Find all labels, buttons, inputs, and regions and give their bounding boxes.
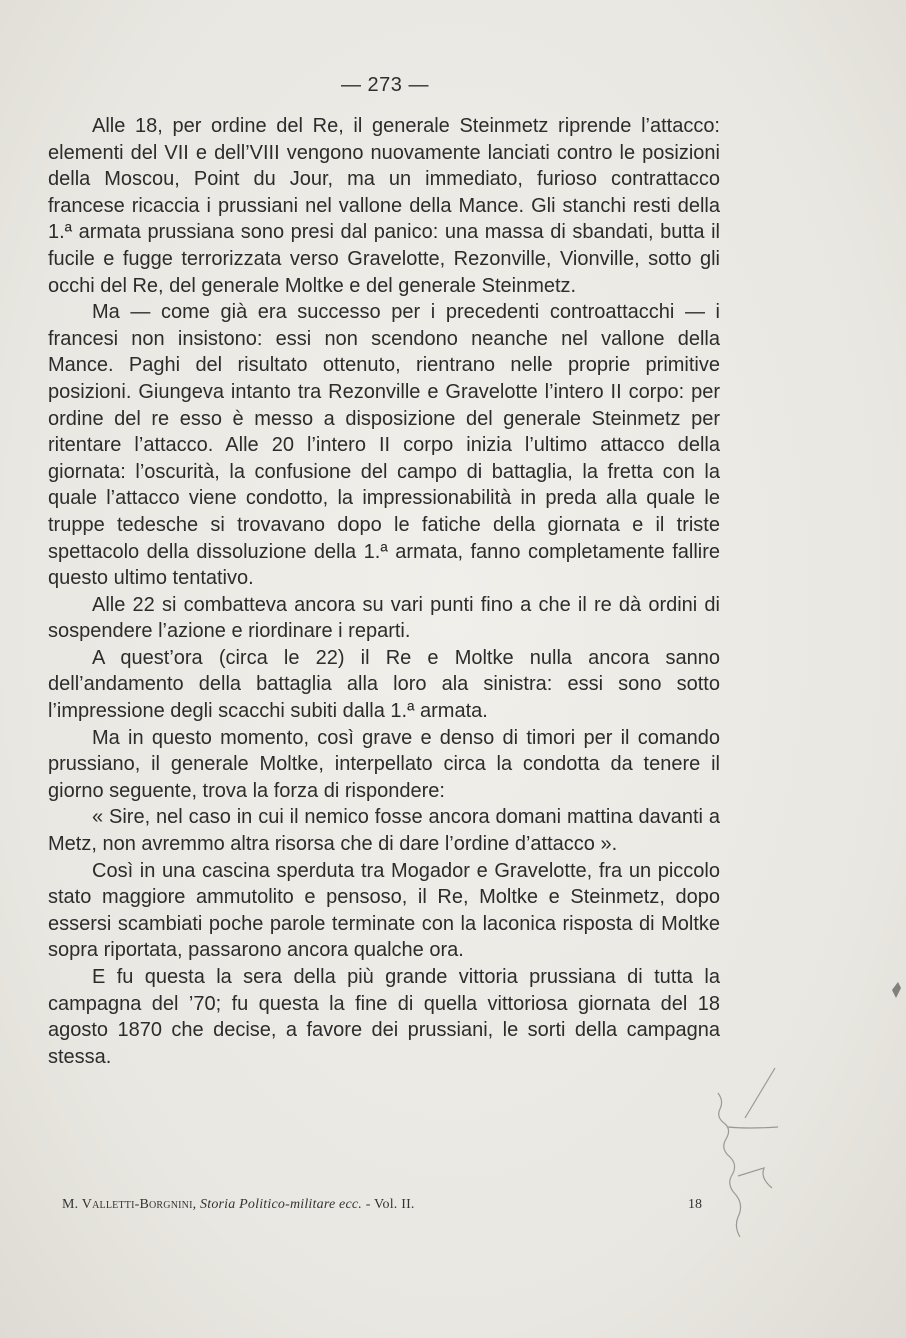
speck-mark: [892, 982, 901, 998]
footer-author: M. Valletti-Borgnini,: [62, 1197, 197, 1212]
paragraph: Alle 22 si combatteva ancora su vari punti fino a che il re dà ordini di sospendere l’azione e riordinare i reparti.: [48, 593, 720, 643]
footer-title: Storia Politico-militare ecc.: [200, 1197, 362, 1212]
paragraph: E fu questa la sera della più grande vittoria prussiana di tutta la campagna del ’70; fu questa la fine di quella vittoriosa giornata del 18 agosto 1870 che decise, a favore dei prussiani, le sorti della campagna stessa.: [48, 966, 720, 1068]
signature-mark: 18: [688, 1197, 702, 1212]
footer-volume: - Vol. II.: [365, 1197, 415, 1212]
paragraph: « Sire, nel caso in cui il nemico fosse ancora domani mattina davanti a Metz, non avremmo altra risorsa che di dare l’ordine d’attacco ».: [48, 806, 720, 856]
paragraph: Ma — come già era successo per i precedenti controattacchi — i francesi non insistono: essi non scendono neanche nel vallone della Mance. Paghi del risultato ottenuto, rientrano nelle proprie primitive posizioni. Giungeva intanto tra Rezonville e Gravelotte l’intero II corpo: per ordine del re esso è messo a disposizione del generale Steinmetz per ritentare l’attacco. Alle 20 l’intero II corpo inizia l’ultimo attacco della giornata: l’oscurità, la confusione del campo di battaglia, la fretta con la quale l’attacco viene condotto, la impressionabilità in preda alla quale le truppe tedesche si trovavano dopo le fatiche della giornata e il triste spettacolo della dissoluzione della 1.ª armata, fanno completamente fallire questo ultimo tentativo.: [48, 301, 720, 590]
paragraph: A quest’ora (circa le 22) il Re e Moltke nulla ancora sanno dell’andamento della battaglia alla loro ala sinistra: essi sono sotto l’impressione degli scacchi subiti dalla 1.ª armata.: [48, 646, 720, 723]
page-number: — 273 —: [341, 74, 429, 96]
paragraph: Così in una cascina sperduta tra Mogador e Gravelotte, fra un piccolo stato maggiore ammutolito e pensoso, il Re, Moltke e Steinmetz, dopo essersi scambiati poche parole terminate con la laconica risposta di Moltke sopra riportata, passarono ancora qualche ora.: [48, 859, 720, 962]
paragraph: Ma in questo momento, così grave e denso di timori per il comando prussiano, il generale Moltke, interpellato circa la condotta da tenere il giorno seguente, trova la forza di rispondere:: [48, 726, 720, 802]
paragraph: Alle 18, per ordine del Re, il generale Steinmetz riprende l’attacco: elementi del VII e dell’VIII vengono nuovamente lanciati contro le posizioni della Moscou, Point du Jour, ma un immediato, furioso contrattacco francese ricaccia i prussiani nel vallone della Mance. Gli stanchi resti della 1.ª armata prussiana sono presi dal panico: una massa di sbandati, butta il fucile e fugge terrorizzata verso Gravelotte, Rezonville, Vionville, sotto gli occhi del Re, del generale Moltke e del generale Steinmetz.: [48, 115, 720, 297]
